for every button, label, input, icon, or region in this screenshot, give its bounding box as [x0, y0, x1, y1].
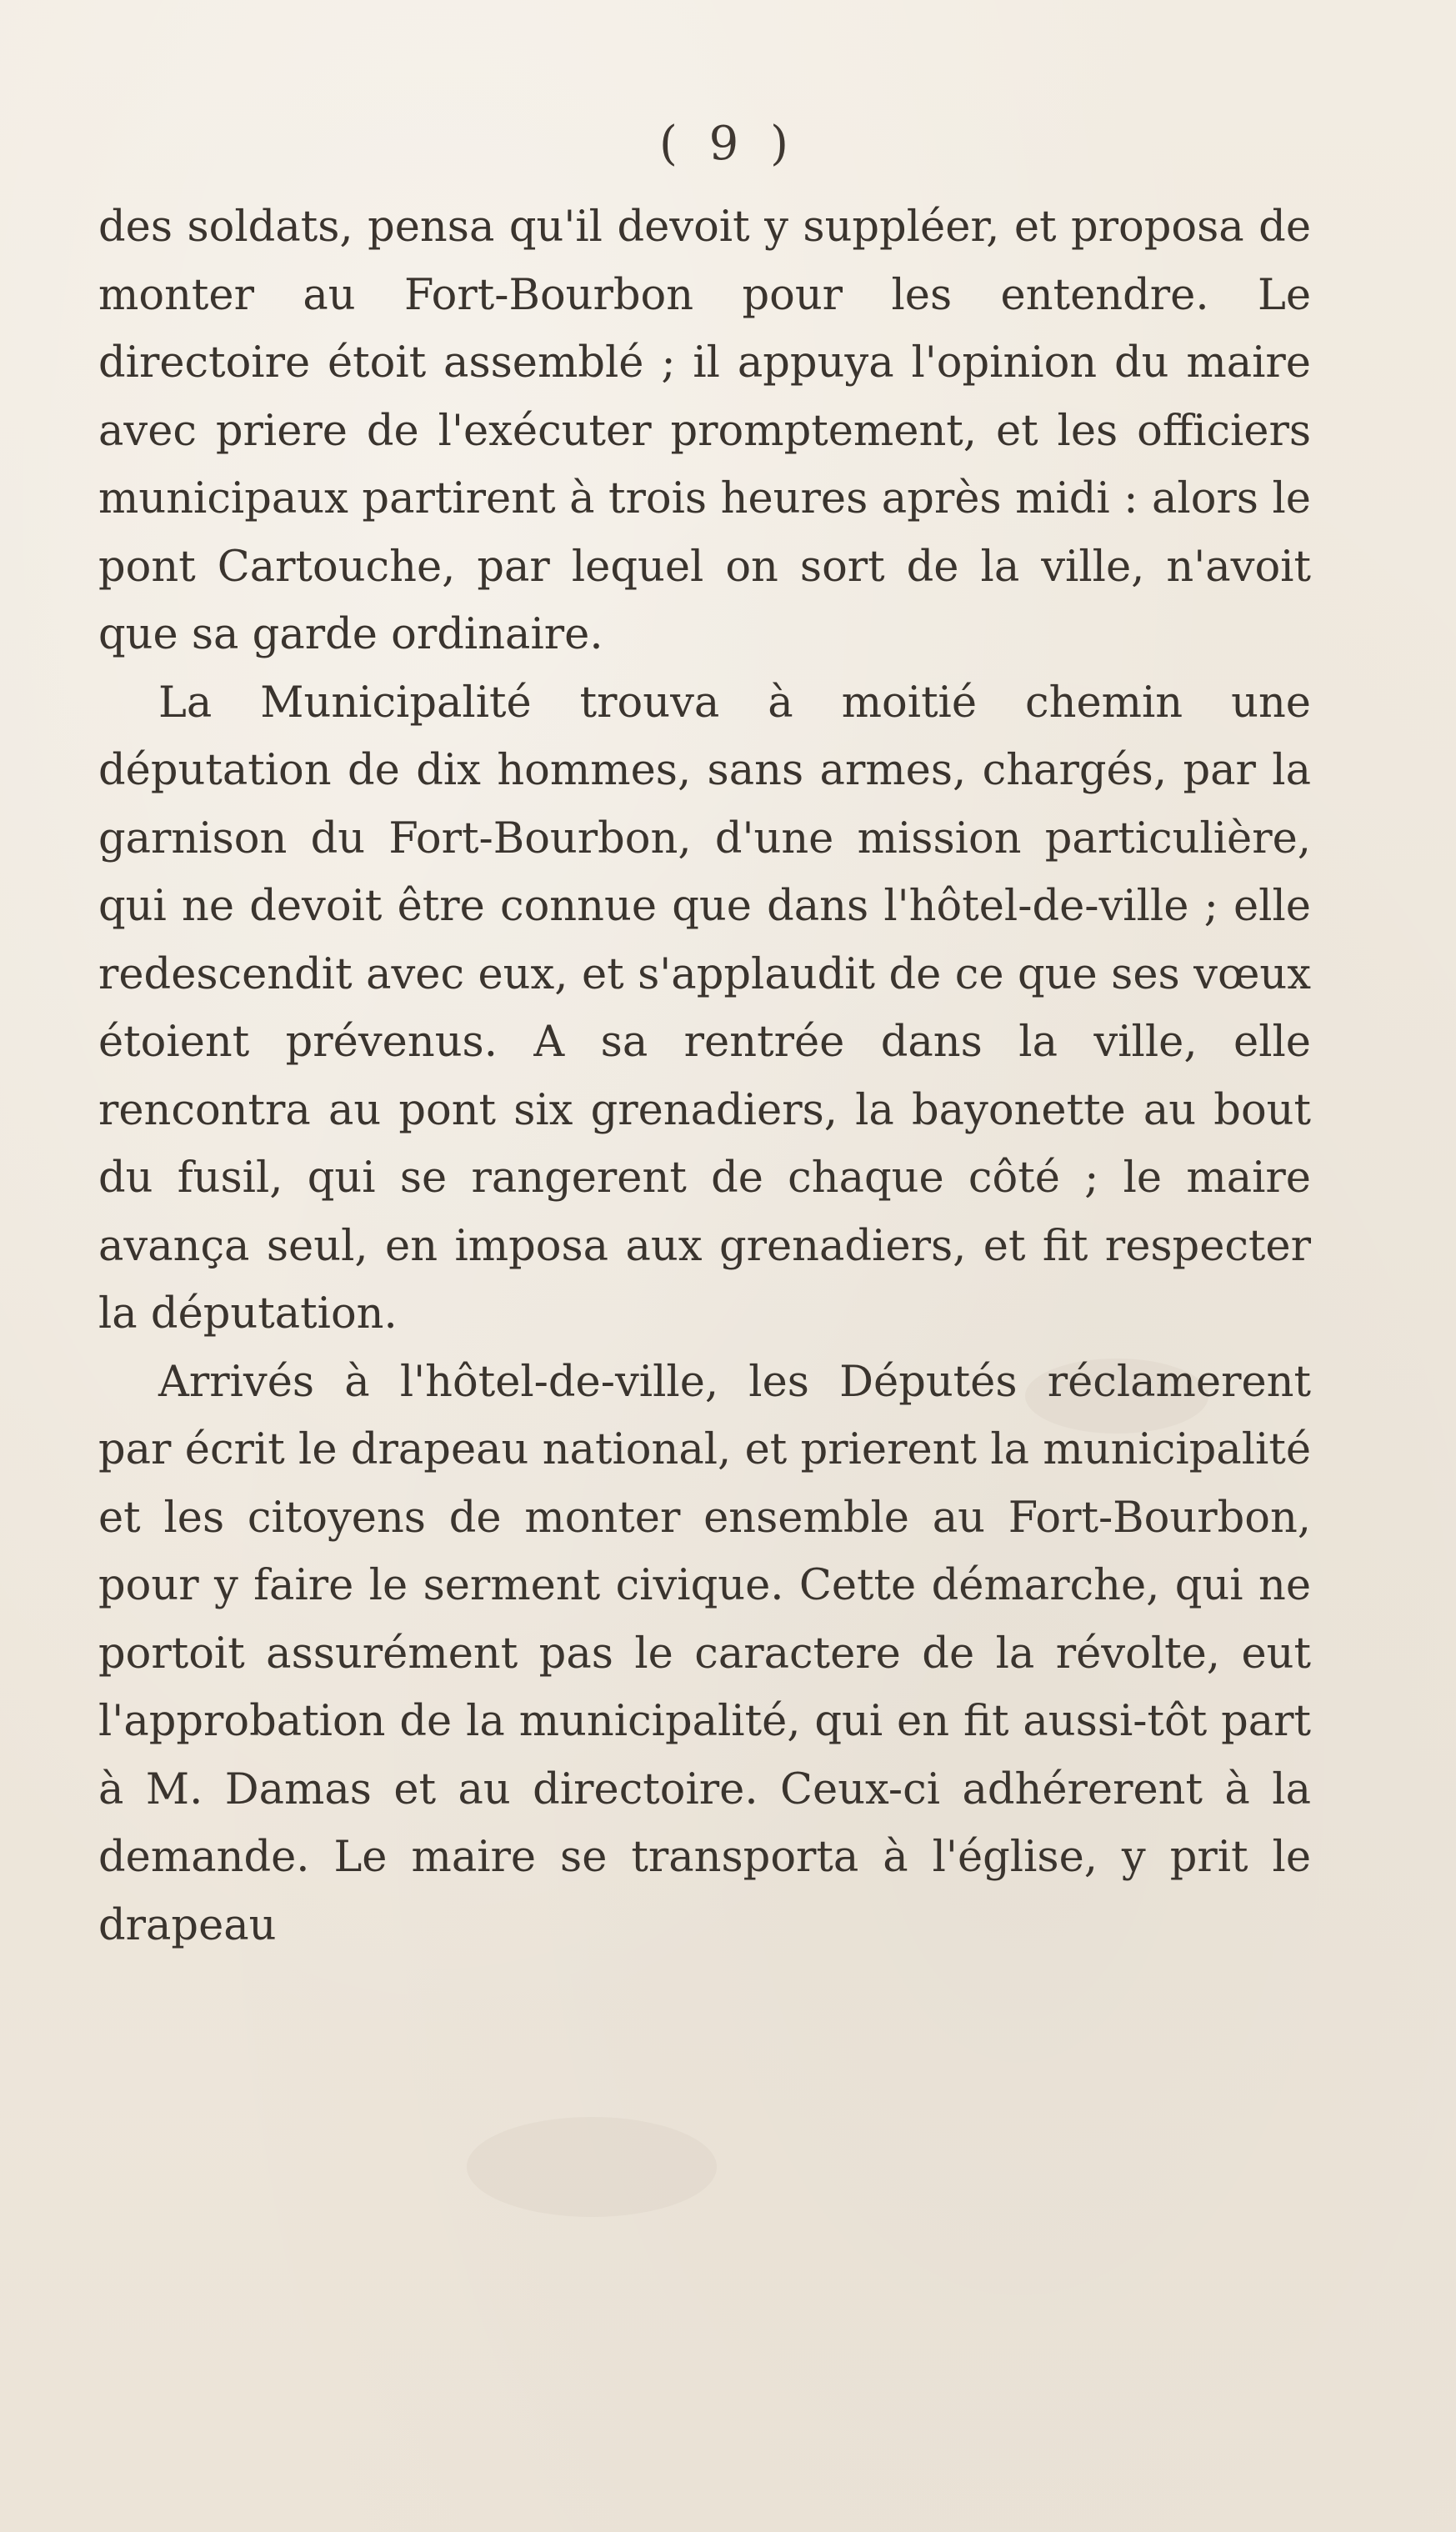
body-text — [98, 193, 1311, 1959]
paragraph-1: des soldats, pensa qu'il devoit y suppléer, et proposa de monter au Fort-Bourbon pour les entendre. Le directoire étoit assemblé ; il appuya l'opinion du maire avec priere de l'exécuter promptement, et les officiers municipaux partirent à trois heures après midi : alors le pont Cartouche, par lequel on sort de la ville, n'avoit que sa garde ordinaire. — [98, 203, 1311, 659]
page-number: ( 9 ) — [659, 117, 797, 171]
paragraph-2: La Municipalité trouva à moitié chemin une députation de dix hommes, sans armes, chargés, par la garnison du Fort-Bourbon, d'une mission particulière, qui ne devoit être connue que dans l'hôtel-de-ville ; elle redescendit avec eux, et s'applaudit de ce que ses vœux étoient prévenus. A sa rentrée dans la ville, elle rencontra au pont six grenadiers, la bayonette au bout du fusil, qui se rangerent de chaque côté ; le maire avança seul, en imposa aux grenadiers, et fit respecter la députation. — [98, 678, 1311, 1339]
paper-stain — [467, 2117, 717, 2217]
paragraph-3: Arrivés à l'hôtel-de-ville, les Députés réclamerent par écrit le drapeau national, et prierent la municipalité et les citoyens de monter ensemble au Fort-Bourbon, pour y faire le serment civique. Cette démarche, qui ne portoit assurément pas le caractere de la révolte, eut l'approbation de la municipalité, qui en fit aussi-tôt part à M. Damas et au directoire. Ceux-ci adhérerent à la demande. Le maire se transporta à l'église, y prit le drapeau — [98, 1357, 1311, 1950]
